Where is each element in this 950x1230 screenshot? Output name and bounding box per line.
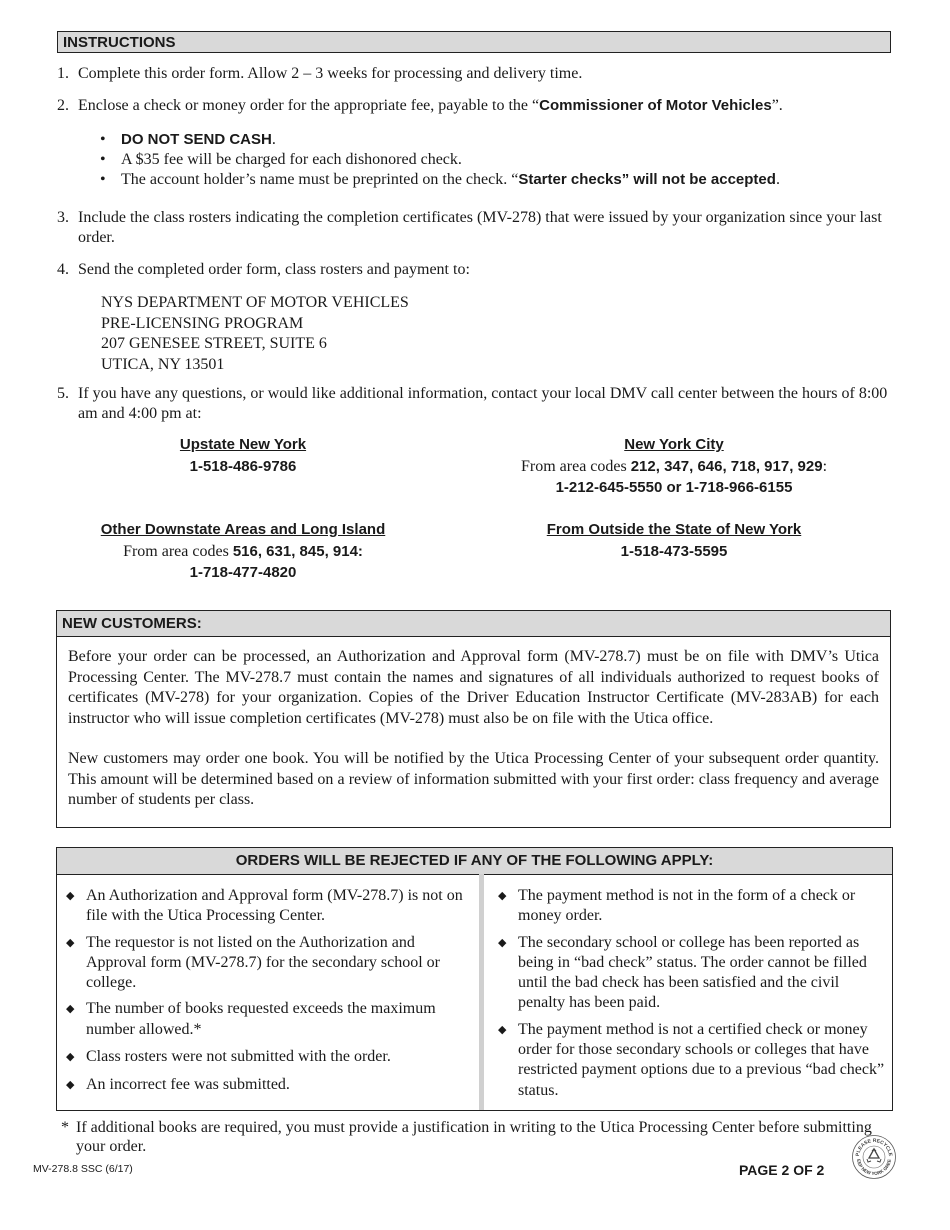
bullet-icon: • (100, 131, 106, 148)
payee-name: Commissioner of Motor Vehicles (539, 97, 772, 114)
page-number: PAGE 2 OF 2 (739, 1162, 825, 1178)
instruction-step-5: 5. If you have any questions, or would like additional information, contact your local DMV call center between the hours of 8:00 am and 4:00 pm at: (57, 385, 888, 422)
rejections-right-list (489, 886, 889, 1101)
list-item: ◆ The payment method is not in the form of a check or money order. (498, 887, 856, 925)
phone-number: 1-518-473-5595 (620, 542, 728, 560)
list-item: ◆ The payment method is not a certified check or money order for those secondary schools or colleges that have restricted payment options due to a previous “bad check” status. (498, 1020, 885, 1099)
instruction-step-4: 4. Send the completed order form, class rosters and payment to: (57, 261, 470, 278)
rejections-box (56, 847, 893, 1111)
new-customers-paragraph-1: Before your order can be processed, an Authorization and Approval form (MV-278.7) must be on file with DMV’s Utica Processing Center. The MV-278.7 must contain the names and signatures of all individuals authorized to request books of certificates (MV-278) for your organization. Copies of the Driver Education Instructor Certificate (MV-283AB) for each instructor who will issue completion certificates (MV-278) must also be on file with the Utica office. (68, 648, 879, 727)
instruction-step-1: 1. Complete this order form. Allow 2 – 3 weeks for processing and delivery time. (57, 65, 583, 82)
footnote: * If additional books are required, you must provide a justification in writing to the Utica Processing Center before submitting your order. (61, 1119, 872, 1155)
phone-number: 1-718-477-4820 (189, 564, 297, 581)
list-item: ◆ The number of books requested exceeds the maximum number allowed.* (66, 1000, 436, 1038)
new-customers-paragraph-2: New customers may order one book. You will be notified by the Utica Processing Center of your subsequent order quantity. This amount will be determined based on a review of information submitted with your first order: class frequency and average number of students per class. (68, 750, 879, 808)
new-customers-box (56, 610, 891, 828)
phone-number: 1-212-645-5550 or 1-718-966-6155 (555, 479, 793, 496)
list-item: ◆ An Authorization and Approval form (MV-278.7) is not on file with the Utica Processing Center. (66, 887, 463, 925)
list-item: ◆ The secondary school or college has been reported as being in “bad check” status. The order cannot be filled until the bad check has been satisfied and the civil penalty has been paid. (498, 933, 867, 1012)
contact-upstate: Upstate New York 1-518-486-9786 (53, 434, 433, 477)
instruction-step-3: 3. Include the class rosters indicating the completion certificates (MV-278) that were issued by your organization since your last order. (57, 209, 882, 246)
diamond-bullet-icon: ◆ (66, 890, 75, 902)
instruction-step-2: 2. Enclose a check or money order for the appropriate fee, payable to the “Commissioner of Motor Vehicles”. (57, 97, 783, 114)
new-customers-header: NEW CUSTOMERS: (57, 611, 890, 637)
diamond-bullet-icon: ◆ (66, 1003, 75, 1016)
bullet-icon: • (100, 151, 106, 168)
diamond-bullet-icon: ◆ (66, 1079, 75, 1092)
contact-nyc: New York City From area codes 212, 347, 646, 718, 917, 929: 1-212-645-5550 or 1-718-966-6155 (484, 434, 864, 499)
rejections-left-list (57, 886, 469, 1096)
diamond-bullet-icon: ◆ (66, 936, 75, 949)
contact-outside-state: From Outside the State of New York 1-518-473-5595 (484, 519, 864, 562)
svg-text:PLEASE RECYCLE: PLEASE RECYCLE (854, 1137, 894, 1157)
diamond-bullet-icon: ◆ (498, 936, 507, 949)
diamond-bullet-icon: ◆ (498, 1023, 507, 1036)
contact-downstate: Other Downstate Areas and Long Island From area codes 516, 631, 845, 914: 1-718-477-4820 (53, 519, 433, 584)
form-code: MV-278.8 SSC (6/17) (33, 1163, 133, 1175)
list-item: ◆ Class rosters were not submitted with the order. (57, 1047, 469, 1067)
list-item: ◆ An incorrect fee was submitted. (57, 1075, 469, 1095)
diamond-bullet-icon: ◆ (66, 1051, 75, 1064)
list-item: • The account holder’s name must be preprinted on the check. “Starter checks” will not be accepted. (100, 171, 780, 188)
list-item: ◆ The requestor is not listed on the Authorization and Approval form (MV-278.7) for the secondary school or college. (66, 933, 440, 992)
payment-notes-list (97, 130, 780, 190)
svg-text:KEEP NEW YORK GREEN: EEP NEW YORK GREE (856, 1158, 892, 1177)
recycle-seal-icon (851, 1134, 897, 1180)
list-item: • DO NOT SEND CASH. (100, 131, 276, 148)
list-item: • A $35 fee will be charged for each dishonored check. (100, 151, 462, 168)
phone-number: 1-518-486-9786 (189, 457, 297, 475)
mailing-address: NYS DEPARTMENT OF MOTOR VEHICLES PRE-LICENSING PROGRAM 207 GENESEE STREET, SUITE 6 UTICA, NY 13501 (101, 294, 409, 373)
bullet-icon: • (100, 171, 106, 188)
instructions-header: INSTRUCTIONS (57, 31, 891, 53)
diamond-bullet-icon: ◆ (498, 890, 507, 902)
column-divider (479, 874, 484, 1110)
rejections-header: ORDERS WILL BE REJECTED IF ANY OF THE FOLLOWING APPLY: (57, 848, 892, 875)
